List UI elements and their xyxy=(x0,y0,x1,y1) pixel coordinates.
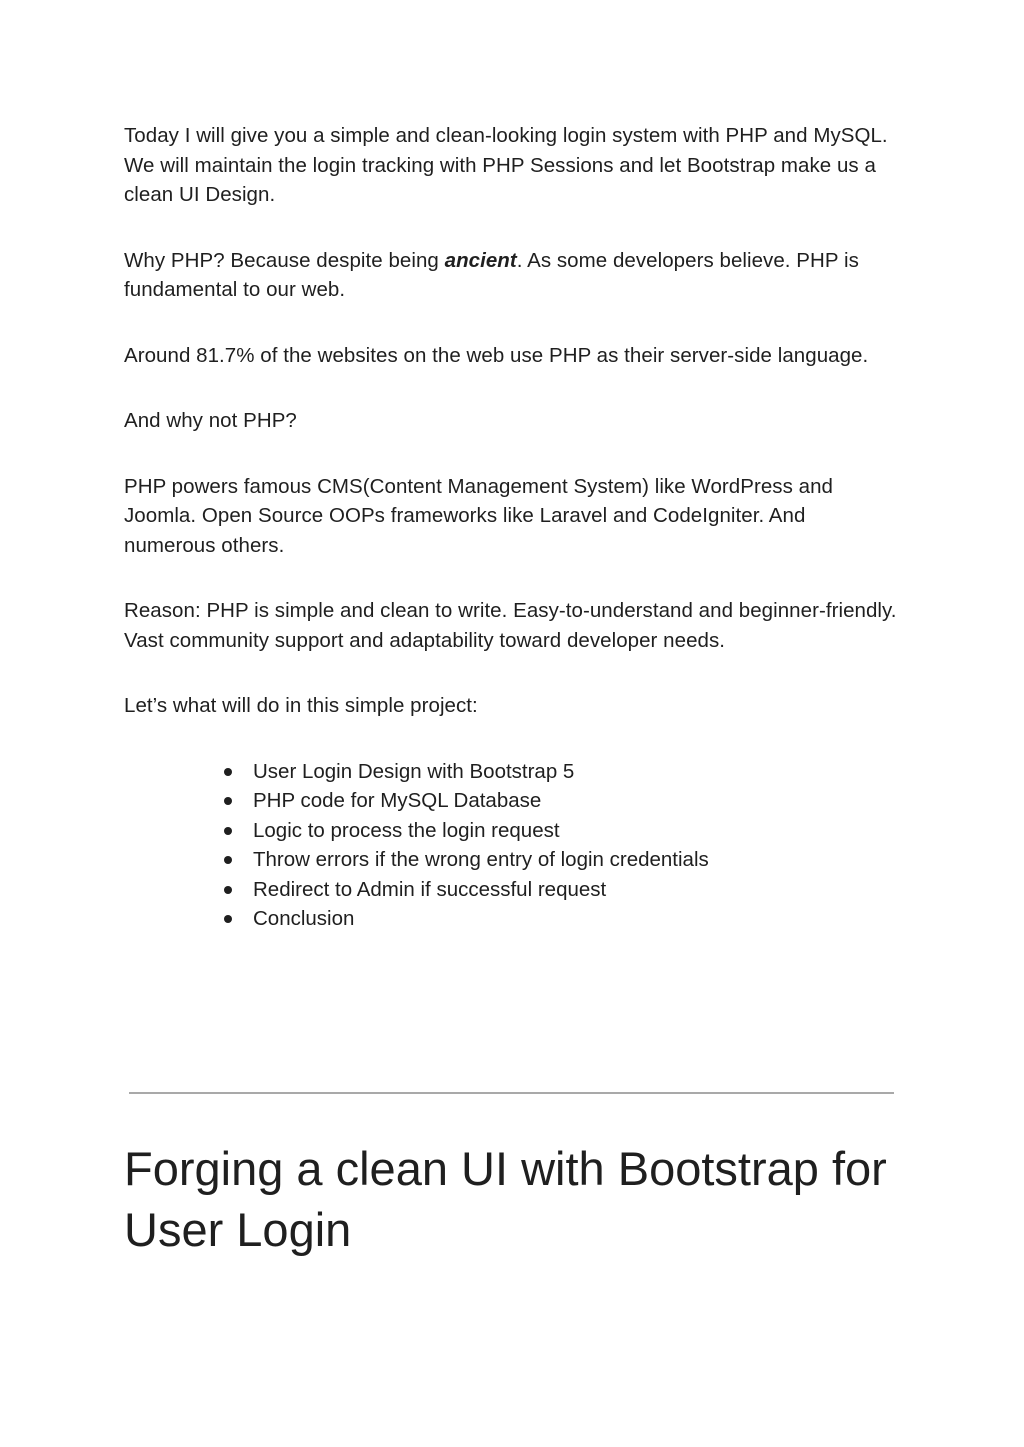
cms-paragraph: PHP powers famous CMS(Content Management System) like WordPress and Joomla. Open Source OOPs frameworks like Laravel and CodeIgniter. And numerous others. xyxy=(124,474,833,557)
list-item-text: Logic to process the login request xyxy=(253,818,560,842)
reason-paragraph: Reason: PHP is simple and clean to write. Easy-to-understand and beginner-friendly. Vast community support and adaptability toward developer needs. xyxy=(124,599,897,652)
intro-paragraph: Today I will give you a simple and clean-looking login system with PHP and MySQL. We will maintain the login tracking with PHP Sessions and let Bootstrap make us a clean UI Design. xyxy=(124,124,888,206)
list-item xyxy=(224,786,899,816)
bullet-icon xyxy=(224,915,232,923)
list-item-text: Conclusion xyxy=(253,907,355,930)
bullet-icon xyxy=(224,797,232,805)
bullet-icon xyxy=(224,827,232,835)
bullet-icon xyxy=(224,768,232,776)
list-item xyxy=(224,904,899,934)
ancient-emphasis: ancient xyxy=(444,248,517,272)
section-heading: Forging a clean UI with Bootstrap for User Login xyxy=(124,1142,887,1256)
why-php-text-start: Why PHP? Because despite being xyxy=(124,248,445,272)
bullet-icon xyxy=(224,856,232,864)
list-item xyxy=(224,845,899,875)
list-item-text: Throw errors if the wrong entry of login credentials xyxy=(253,848,709,871)
list-item-text: Redirect to Admin if successful request xyxy=(253,877,607,901)
list-item xyxy=(224,875,899,905)
project-intro-paragraph: Let’s what will do in this simple project: xyxy=(124,694,478,717)
statistic-paragraph: Around 81.7% of the websites on the web use PHP as their server-side language. xyxy=(124,343,869,367)
why-not-paragraph: And why not PHP? xyxy=(124,409,297,432)
list-item xyxy=(224,816,899,846)
bullet-icon xyxy=(224,886,232,894)
list-item xyxy=(224,757,899,787)
project-steps-list xyxy=(124,757,899,934)
why-php-text-end: . As some developers believe. PHP is fundamental to our web. xyxy=(124,248,859,301)
why-php-paragraph xyxy=(124,246,899,305)
document-body xyxy=(124,121,899,934)
list-item-text: PHP code for MySQL Database xyxy=(253,789,542,812)
list-item-text: User Login Design with Bootstrap 5 xyxy=(253,759,575,783)
horizontal-rule xyxy=(129,1092,894,1094)
